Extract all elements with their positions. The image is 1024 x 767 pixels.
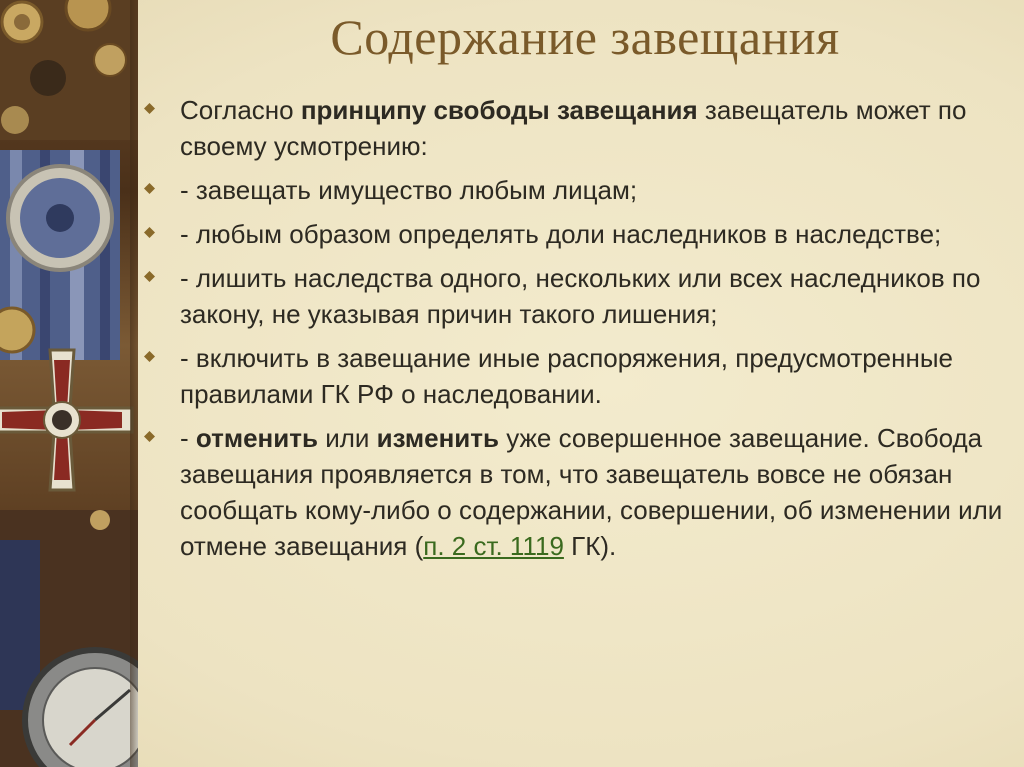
bullet-text: - любым образом определять доли наследников в наследстве; — [180, 219, 942, 249]
bullet-item — [180, 216, 1010, 252]
bullet-item — [180, 420, 1010, 564]
bullet-text: Согласно — [180, 95, 301, 125]
diamond-bullet-icon — [144, 103, 155, 114]
medals-illustration — [0, 0, 138, 767]
bullet-text: завещатель может по своему усмотрению: — [180, 95, 967, 161]
diamond-bullet-icon — [144, 271, 155, 282]
bullet-list — [180, 92, 1010, 572]
diamond-bullet-icon — [144, 351, 155, 362]
bullet-text: ГК). — [563, 531, 617, 561]
bullet-text: уже совершенное завещание. Свобода завещания проявляется в том, что завещатель вовсе не обязан сообщать кому-либо о содержании, совершении, об изменении или отмене завещания ( — [180, 423, 1003, 561]
diamond-bullet-icon — [144, 183, 155, 194]
decorative-edge-shadow — [130, 0, 138, 767]
diamond-bullet-icon — [144, 431, 155, 442]
bullet-item — [180, 260, 1010, 332]
diamond-bullet-icon — [144, 227, 155, 238]
bullet-text: или — [317, 423, 377, 453]
law-reference-link[interactable]: п. 2 ст. 1119 — [423, 531, 564, 561]
decorative-medals-image — [0, 0, 138, 767]
emphasized-text: отменить — [195, 423, 318, 453]
bullet-text: - лишить наследства одного, нескольких или всех наследников по закону, не указывая причин такого лишения; — [180, 263, 981, 329]
bullet-item — [180, 92, 1010, 164]
bullet-item — [180, 172, 1010, 208]
bullet-item — [180, 340, 1010, 412]
emphasized-text: изменить — [376, 423, 499, 453]
emphasized-text: принципу свободы завещания — [300, 95, 698, 125]
bullet-text: - — [180, 423, 196, 453]
bullet-text: - включить в завещание иные распоряжения, предусмотренные правилами ГК РФ о наследовании. — [180, 343, 954, 409]
slide-title: Содержание завещания — [330, 9, 840, 65]
bullet-text: - завещать имущество любым лицам; — [180, 175, 638, 205]
